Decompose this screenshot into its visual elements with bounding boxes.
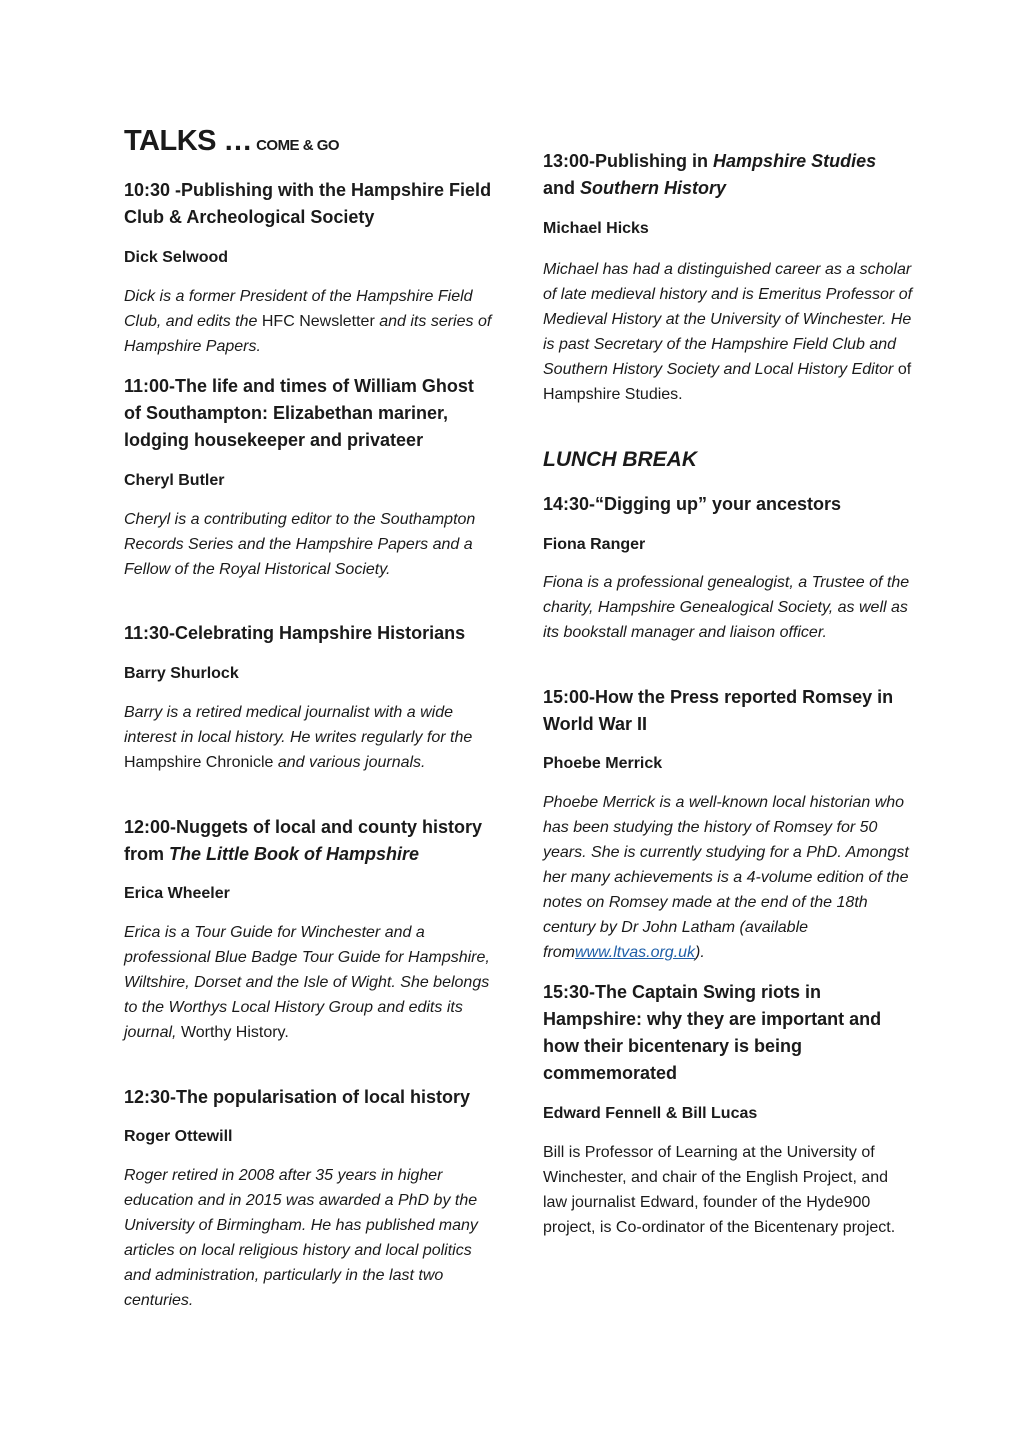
page-title: TALKS … COME & GO <box>124 125 340 157</box>
talk-title: 12:30-The popularisation of local history <box>124 1087 471 1107</box>
talk-title: 11:00-The life and times of William Ghost of Southampton: Elizabethan mariner, lodging housekeeper and privateer <box>124 376 474 450</box>
speaker-name: Fiona Ranger <box>543 536 646 553</box>
speaker-name: Cheryl Butler <box>124 472 225 489</box>
speaker-name: Roger Ottewill <box>124 1128 233 1145</box>
speaker-bio: Barry is a retired medical journalist with a wide interest in local history. He writes regularly for the Hampshire Chronicle and various journals. <box>124 704 473 771</box>
speaker-bio: Dick is a former President of the Hampshire Field Club, and edits the HFC Newsletter and its series of Hampshire Papers. <box>124 288 492 355</box>
speaker-name: Dick Selwood <box>124 249 229 266</box>
lunch-break-heading: LUNCH BREAK <box>543 448 697 471</box>
talk-title: 10:30 -Publishing with the Hampshire Field Club & Archeological Society <box>124 180 492 227</box>
speaker-bio: Erica is a Tour Guide for Winchester and a professional Blue Badge Tour Guide for Hampshire, Wiltshire, Dorset and the Isle of Wight. She belongs to the Worthys Local History Group and edits its journal, Worthy History. <box>124 924 490 1041</box>
page-subtitle: COME & GO <box>256 137 340 154</box>
talk-title: 13:00-Publishing in Hampshire Studies and Southern History <box>543 151 877 198</box>
speaker-bio: Cheryl is a contributing editor to the Southampton Records Series and the Hampshire Papers and a Fellow of the Royal Historical Society. <box>124 511 476 578</box>
speaker-name: Edward Fennell & Bill Lucas <box>543 1105 758 1122</box>
talk-title: 11:30-Celebrating Hampshire Historians <box>124 623 466 643</box>
talk-title: 12:00-Nuggets of local and county history from The Little Book of Hampshire <box>124 817 483 864</box>
speaker-name: Erica Wheeler <box>124 885 230 902</box>
ltvas-link[interactable]: www.ltvas.org.uk <box>575 944 696 961</box>
talk-title: 15:00-How the Press reported Romsey in World War II <box>543 687 894 734</box>
speaker-name: Phoebe Merrick <box>543 755 663 772</box>
speaker-name: Michael Hicks <box>543 220 649 237</box>
talk-title: 15:30-The Captain Swing riots in Hampshire: why they are important and how their bicentenary is being commemorated <box>543 982 882 1083</box>
speaker-bio: Phoebe Merrick is a well-known local historian who has been studying the history of Romsey for 50 years. She is currently studying for a PhD. Amongst her many achievements is a 4-volume edition of the notes on Romsey made at the end of the 18th century by Dr John Latham (available fromwww.ltvas.org.uk). <box>543 794 909 961</box>
talk-title: 14:30-“Digging up” your ancestors <box>543 494 842 514</box>
speaker-bio: Fiona is a professional genealogist, a Trustee of the charity, Hampshire Genealogical Society, as well as its bookstall manager and liaison officer. <box>543 574 910 641</box>
speaker-name: Barry Shurlock <box>124 665 239 682</box>
speaker-bio: Bill is Professor of Learning at the University of Winchester, and chair of the English Project, and law journalist Edward, founder of the Hyde900 project, is Co-ordinator of the Bicentenary project. <box>543 1144 896 1236</box>
speaker-bio: Michael has had a distinguished career as a scholar of late medieval history and is Emeritus Professor of Medieval History at the University of Winchester. He is past Secretary of the Hampshire Field Club and Southern History Society and Local History Editor of Hampshire Studies. <box>543 261 913 403</box>
speaker-bio: Roger retired in 2008 after 35 years in higher education and in 2015 was awarded a PhD by the University of Birmingham. He has published many articles on local religious history and local politics and administration, particularly in the last two centuries. <box>124 1167 478 1309</box>
